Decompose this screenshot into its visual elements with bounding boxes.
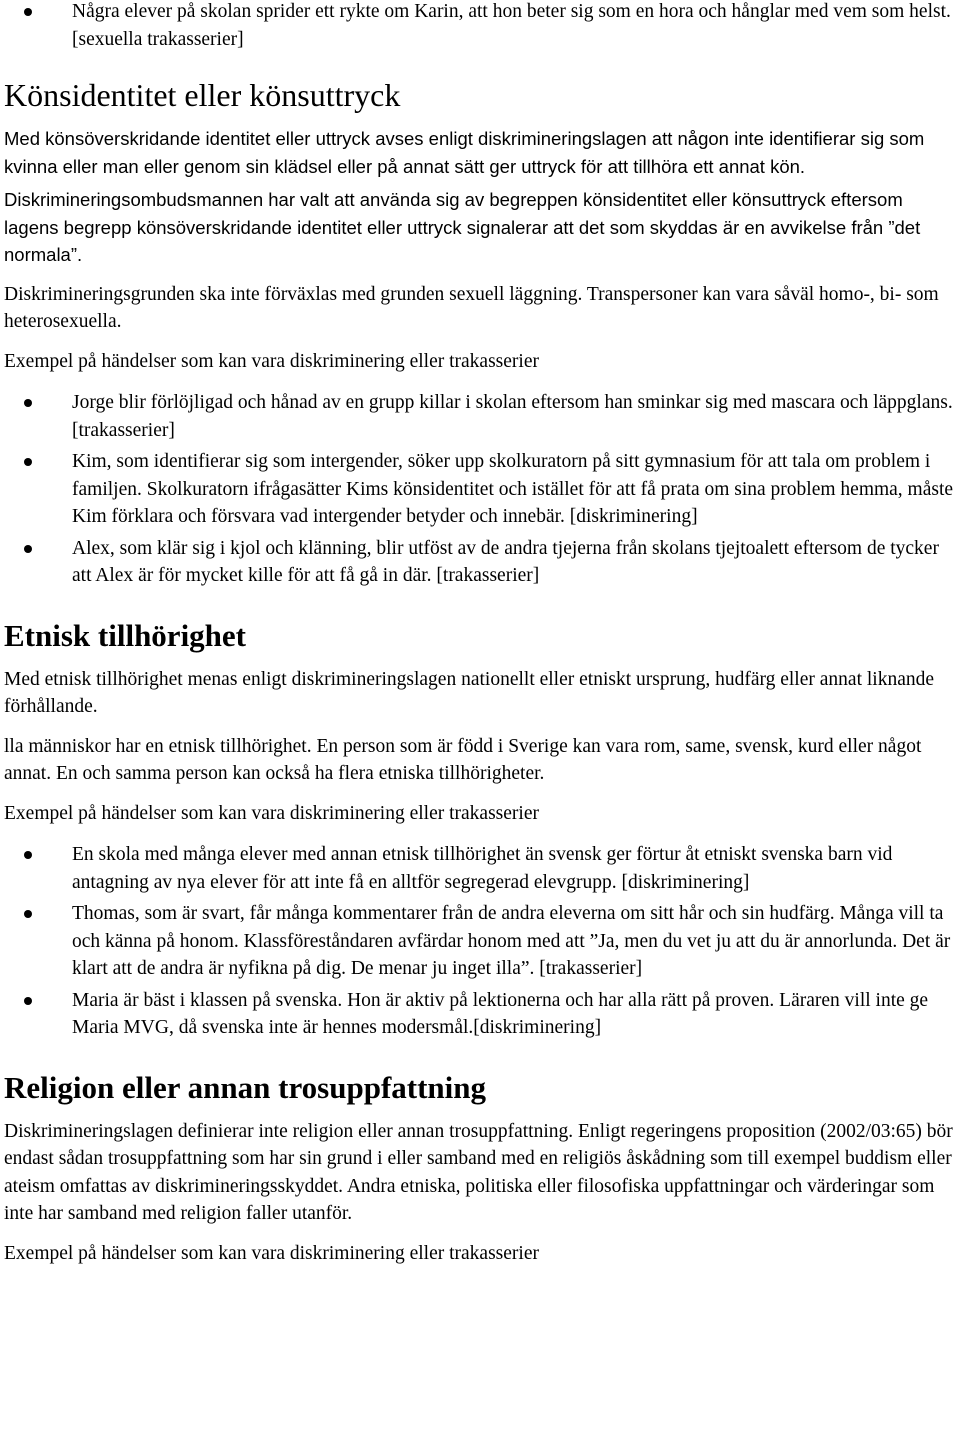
examples-label: Exempel på händelser som kan vara diskriminering eller trakasserier — [4, 350, 539, 372]
ethnic-examples-list — [4, 841, 954, 1042]
list-item — [72, 900, 954, 983]
list-item-text: Några elever på skolan sprider ett rykte om Karin, att hon beter sig som en hora och hånglar med vem som helst. [sexuella trakasserier] — [72, 1, 951, 50]
list-item — [72, 987, 954, 1042]
bullet-icon — [24, 545, 32, 553]
list-item-text: Alex, som klär sig i kjol och klänning, blir utföst av de andra tjejerna från skolans tjejtoalett eftersom de tycker att Alex är för mycket kille för att få gå in där. [trakasserier] — [72, 537, 939, 586]
list-item-text: Kim, som identifierar sig som intergender, söker upp skolkuratorn på sitt gymnasium för att tala om problem i familjen. Skolkuratorn ifrågasätter Kims könsidentitet och istället för att få prata om sina problem hemma, måste Kim förklara och försvara vad intergender betyder och innebär. [diskriminering] — [72, 451, 954, 527]
paragraph: Med etnisk tillhörighet menas enligt diskrimineringslagen nationellt eller etniskt ursprung, hudfärg eller annat liknande förhållande. — [4, 668, 935, 717]
paragraph: Med könsöverskridande identitet eller uttryck avses enligt diskrimineringslagen att någon inte identifierar sig som kvinna eller man eller genom sin klädsel eller på annat sätt ger uttryck för att tillhöra ett annat kön. — [4, 128, 925, 177]
bullet-icon — [24, 910, 32, 918]
examples-label: Exempel på händelser som kan vara diskriminering eller trakasserier — [4, 802, 539, 824]
section-heading-gender: Könsidentitet eller könsuttryck — [4, 77, 401, 113]
paragraph: Diskrimineringslagen definierar inte religion eller annan trosuppfattning. Enligt regeringens proposition (2002/03:65) bör endast sådan trosuppfattning som har sin grund i eller samband med en religiös åskådning som till exempel buddism eller ateism omfattas av diskrimineringsskyddet. Andra etniska, politiska eller filosofiska uppfattningar och värderingar som inte har samband med religion faller utanför. — [4, 1120, 953, 1224]
list-item — [72, 389, 954, 444]
bullet-icon — [24, 458, 32, 466]
bullet-icon — [24, 851, 32, 859]
list-item — [72, 535, 954, 590]
top-bullet-list — [4, 0, 954, 53]
list-item — [72, 0, 954, 53]
list-item-text: En skola med många elever med annan etnisk tillhörighet än svensk ger förtur åt etniskt svenska barn vid antagning av nya elever för att inte få en alltför segregerad elevgrupp. [diskriminering] — [72, 844, 893, 893]
list-item-text: Maria är bäst i klassen på svenska. Hon är aktiv på lektionerna och har alla rätt på proven. Läraren vill inte ge Maria MVG, då svenska inte är hennes modersmål.[diskriminering] — [72, 989, 929, 1038]
bullet-icon — [24, 997, 32, 1005]
paragraph: lla människor har en etnisk tillhörighet. En person som är född i Sverige kan vara rom, same, svensk, kurd eller något annat. En och samma person kan också ha flera etniska tillhörigheter. — [4, 735, 922, 784]
examples-label: Exempel på händelser som kan vara diskriminering eller trakasserier — [4, 1242, 539, 1264]
paragraph: Diskrimineringsgrunden ska inte förväxlas med grunden sexuell läggning. Transpersoner kan vara såväl homo-, bi- som heterosexuella. — [4, 283, 939, 332]
bullet-icon — [24, 8, 32, 16]
list-item-text: Jorge blir förlöjligad och hånad av en grupp killar i skolan eftersom han sminkar sig med mascara och läppglans. [trakasserier] — [72, 392, 953, 441]
list-item — [72, 448, 954, 531]
list-item-text: Thomas, som är svart, får många kommentarer från de andra eleverna om sitt hår och sin hudfärg. Många vill ta och känna på honom. Klassföreståndaren avfärdar honom med att ”Ja, men du vet ju att du är annorlunda. Det är klart att de andra är nyfikna på dig. De menar ju inget illa”. [trakasserier] — [72, 903, 951, 979]
section-heading-ethnic: Etnisk tillhörighet — [4, 617, 247, 653]
section-heading-religion: Religion eller annan trosuppfattning — [4, 1069, 487, 1105]
list-item — [72, 841, 954, 896]
paragraph: Diskrimineringsombudsmannen har valt att använda sig av begreppen könsidentitet eller könsuttryck eftersom lagens begrepp könsöverskridande identitet eller uttryck signalerar att det som skyddas är en avvikelse från ”det normala”. — [4, 189, 921, 265]
gender-examples-list — [4, 389, 954, 590]
bullet-icon — [24, 399, 32, 407]
